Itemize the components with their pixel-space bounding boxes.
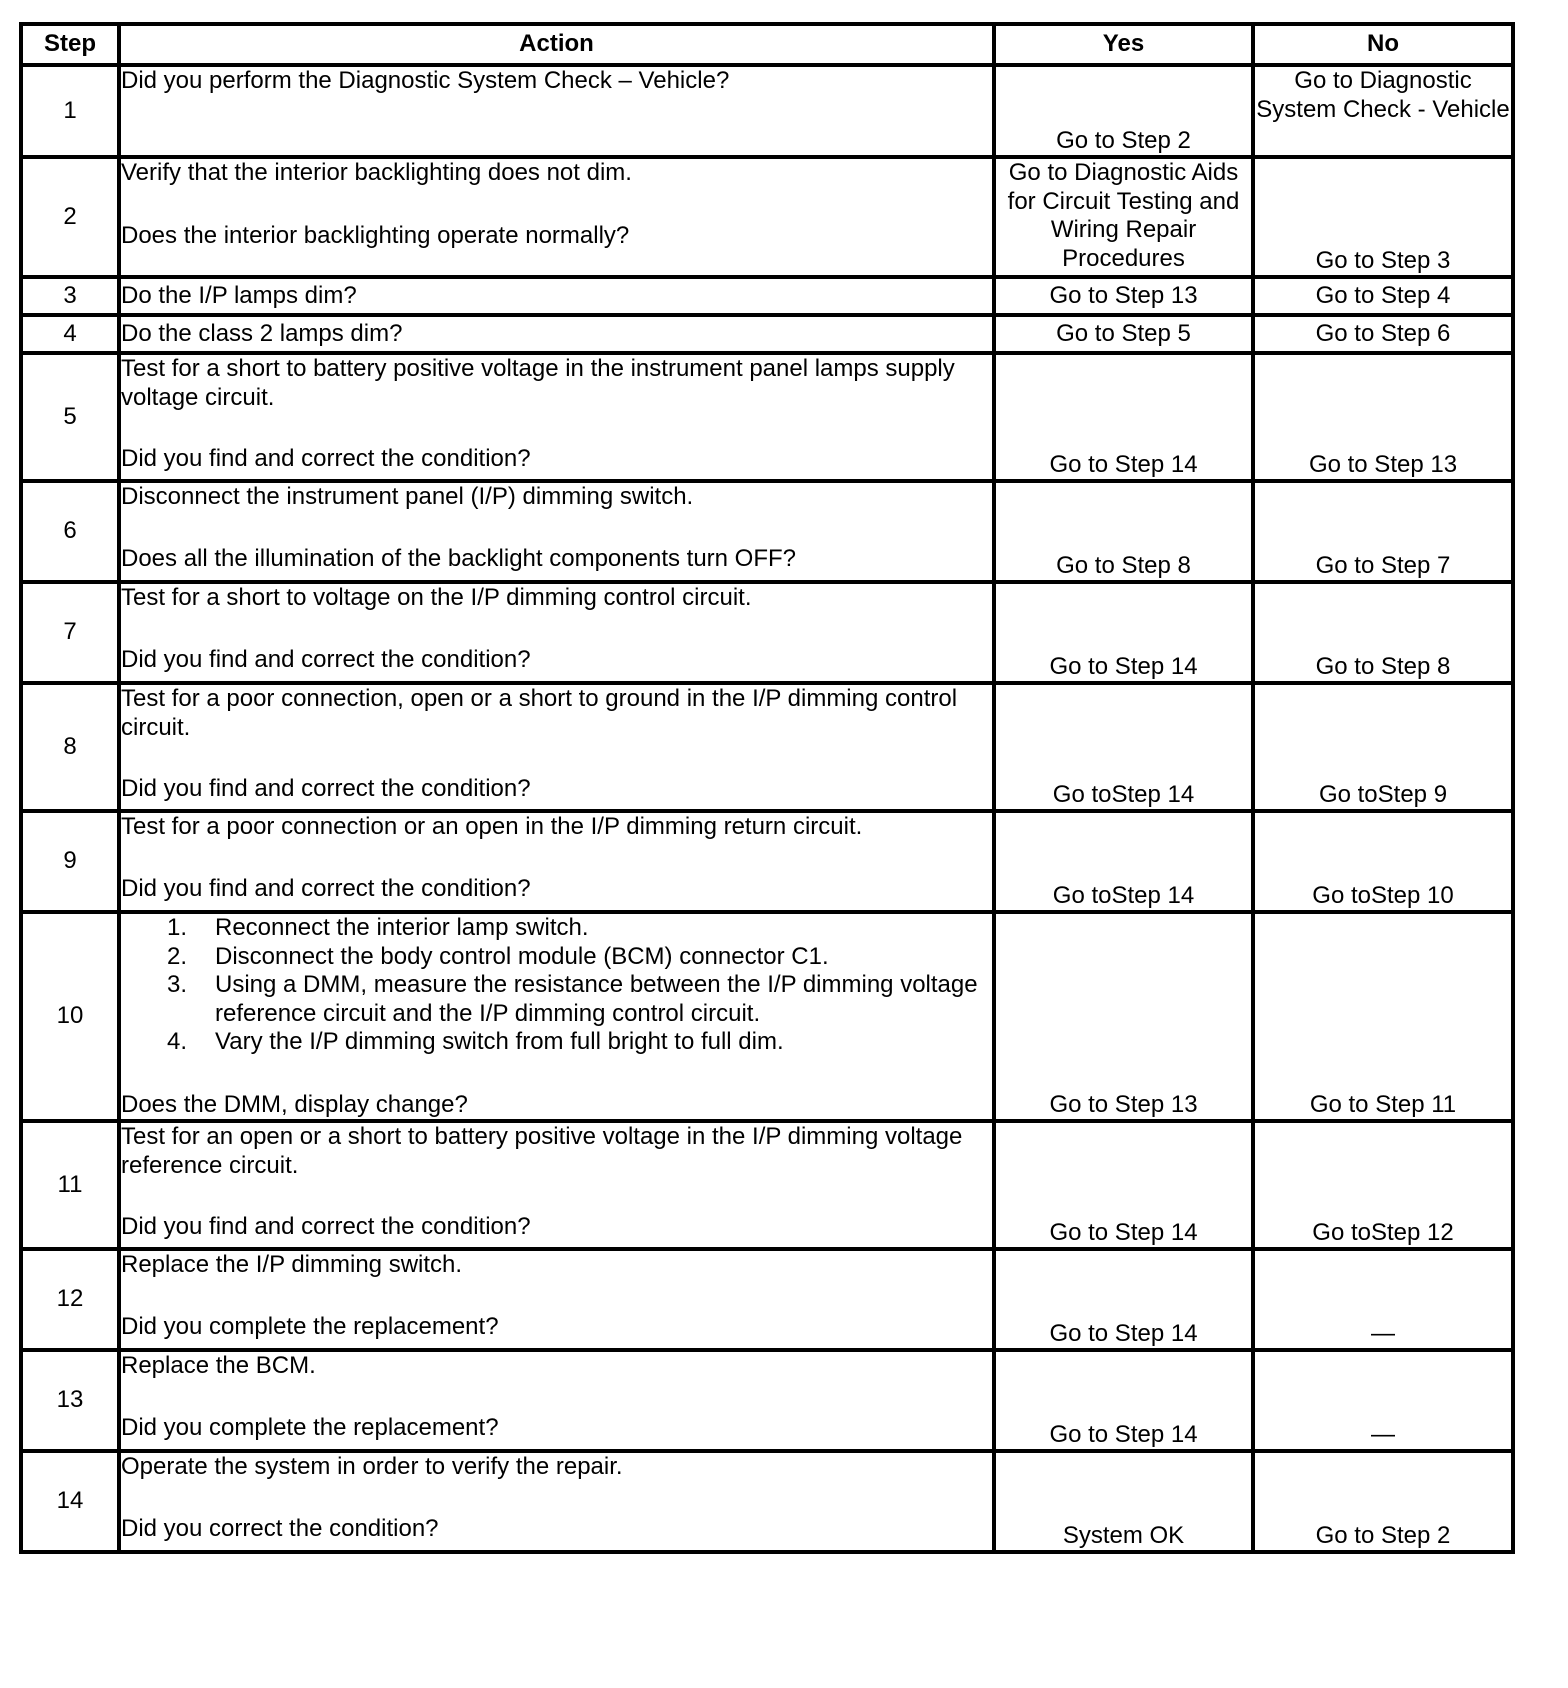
table-row <box>21 481 1513 582</box>
action-text: Test for an open or a short to battery positive voltage in the I/P dimming voltage reference circuit. <box>121 1123 963 1179</box>
action-text: Verify that the interior backlighting does not dim. <box>121 159 632 186</box>
no-cell: Go to Step 11 <box>1253 912 1513 1121</box>
table-row <box>21 1249 1513 1350</box>
yes-cell: Go to Step 14 <box>994 1249 1253 1350</box>
action-text: Test for a short to battery positive voltage in the instrument panel lamps supply voltage circuit. <box>121 355 955 411</box>
step-number: 8 <box>21 683 119 811</box>
action-question: Did you find and correct the condition? <box>121 1213 531 1240</box>
yes-cell: Go to Diagnostic Aids for Circuit Testing and Wiring Repair Procedures <box>994 157 1253 277</box>
action-cell <box>119 582 994 683</box>
yes-cell: System OK <box>994 1451 1253 1552</box>
action-question: Did you find and correct the condition? <box>121 775 531 802</box>
header-step: Step <box>21 24 119 65</box>
procedure-step: Vary the I/P dimming switch from full bright to full dim. <box>215 1028 784 1055</box>
no-cell: Go to Step 6 <box>1253 315 1513 353</box>
no-cell: Go to Step 3 <box>1253 157 1513 277</box>
yes-cell: Go toStep 14 <box>994 811 1253 912</box>
procedure-step: Using a DMM, measure the resistance between the I/P dimming voltage reference circuit and the I/P dimming control circuit. <box>215 971 978 1027</box>
action-cell <box>119 1451 994 1552</box>
table-row <box>21 277 1513 315</box>
action-text: Did you perform the Diagnostic System Check – Vehicle? <box>121 67 730 94</box>
yes-cell: Go to Step 14 <box>994 582 1253 683</box>
action-cell <box>119 1249 994 1350</box>
no-cell: Go to Step 7 <box>1253 481 1513 582</box>
action-cell <box>119 1350 994 1451</box>
table-row <box>21 912 1513 1121</box>
yes-cell: Go toStep 14 <box>994 683 1253 811</box>
no-cell: Go to Step 8 <box>1253 582 1513 683</box>
header-action: Action <box>119 24 994 65</box>
step-number: 12 <box>21 1249 119 1350</box>
action-question: Did you complete the replacement? <box>121 1413 499 1441</box>
step-number: 3 <box>21 277 119 315</box>
step-number: 9 <box>21 811 119 912</box>
table-row <box>21 1451 1513 1552</box>
step-number: 14 <box>21 1451 119 1552</box>
table-row <box>21 683 1513 811</box>
procedure-step: Disconnect the body control module (BCM) connector C1. <box>215 942 829 970</box>
yes-cell: Go to Step 14 <box>994 353 1253 481</box>
header-row <box>21 24 1513 65</box>
header-no: No <box>1253 24 1513 65</box>
no-cell: Go to Step 2 <box>1253 1451 1513 1552</box>
step-number: 1 <box>21 65 119 157</box>
action-text: Do the class 2 lamps dim? <box>119 315 994 353</box>
action-text: Test for a short to voltage on the I/P dimming control circuit. <box>121 584 752 611</box>
diagnostic-table <box>19 22 1515 1554</box>
step-number: 11 <box>21 1121 119 1249</box>
action-text: Replace the I/P dimming switch. <box>121 1251 463 1278</box>
action-cell <box>119 912 994 1121</box>
no-cell: Go to Diagnostic System Check - Vehicle <box>1253 65 1513 157</box>
no-cell: — <box>1253 1249 1513 1350</box>
action-question: Did you find and correct the condition? <box>121 645 531 673</box>
action-question: Did you correct the condition? <box>121 1514 439 1542</box>
action-cell <box>119 353 994 481</box>
action-cell <box>119 811 994 912</box>
header-yes: Yes <box>994 24 1253 65</box>
no-cell: Go toStep 10 <box>1253 811 1513 912</box>
yes-cell: Go to Step 14 <box>994 1350 1253 1451</box>
no-cell: Go toStep 9 <box>1253 683 1513 811</box>
action-question: Did you complete the replacement? <box>121 1312 499 1340</box>
table-row <box>21 65 1513 157</box>
no-cell: Go to Step 4 <box>1253 277 1513 315</box>
table-row <box>21 1121 1513 1249</box>
action-text: Replace the BCM. <box>121 1352 316 1379</box>
action-cell <box>119 683 994 811</box>
no-cell: Go to Step 13 <box>1253 353 1513 481</box>
yes-cell: Go to Step 8 <box>994 481 1253 582</box>
action-text: Operate the system in order to verify the repair. <box>121 1453 623 1480</box>
table-row <box>21 811 1513 912</box>
action-question: Does the interior backlighting operate normally? <box>121 221 630 249</box>
action-cell <box>119 1121 994 1249</box>
table-row <box>21 582 1513 683</box>
action-question: Did you find and correct the condition? <box>121 874 531 902</box>
procedure-step: Reconnect the interior lamp switch. <box>215 914 589 941</box>
action-question: Does the DMM, display change? <box>121 1090 468 1118</box>
yes-cell: Go to Step 13 <box>994 912 1253 1121</box>
action-text: Test for a poor connection, open or a short to ground in the I/P dimming control circuit. <box>121 685 958 741</box>
no-cell: — <box>1253 1350 1513 1451</box>
action-cell <box>119 157 994 277</box>
step-number: 10 <box>21 912 119 1121</box>
yes-cell: Go to Step 14 <box>994 1121 1253 1249</box>
step-number: 6 <box>21 481 119 582</box>
no-cell: Go toStep 12 <box>1253 1121 1513 1249</box>
yes-cell: Go to Step 13 <box>994 277 1253 315</box>
yes-cell: Go to Step 2 <box>994 65 1253 157</box>
action-cell <box>119 481 994 582</box>
table-row <box>21 353 1513 481</box>
action-text: Do the I/P lamps dim? <box>119 277 994 315</box>
table-row <box>21 1350 1513 1451</box>
table-row <box>21 315 1513 353</box>
action-text: Disconnect the instrument panel (I/P) dimming switch. <box>121 483 694 510</box>
step-number: 5 <box>21 353 119 481</box>
step-number: 4 <box>21 315 119 353</box>
action-text: Test for a poor connection or an open in the I/P dimming return circuit. <box>121 813 863 840</box>
step-number: 13 <box>21 1350 119 1451</box>
yes-cell: Go to Step 5 <box>994 315 1253 353</box>
action-cell <box>119 65 994 157</box>
procedure-list <box>121 914 992 1057</box>
step-number: 2 <box>21 157 119 277</box>
action-question: Does all the illumination of the backlight components turn OFF? <box>121 544 797 572</box>
step-number: 7 <box>21 582 119 683</box>
table-row <box>21 157 1513 277</box>
action-question: Did you find and correct the condition? <box>121 445 531 472</box>
